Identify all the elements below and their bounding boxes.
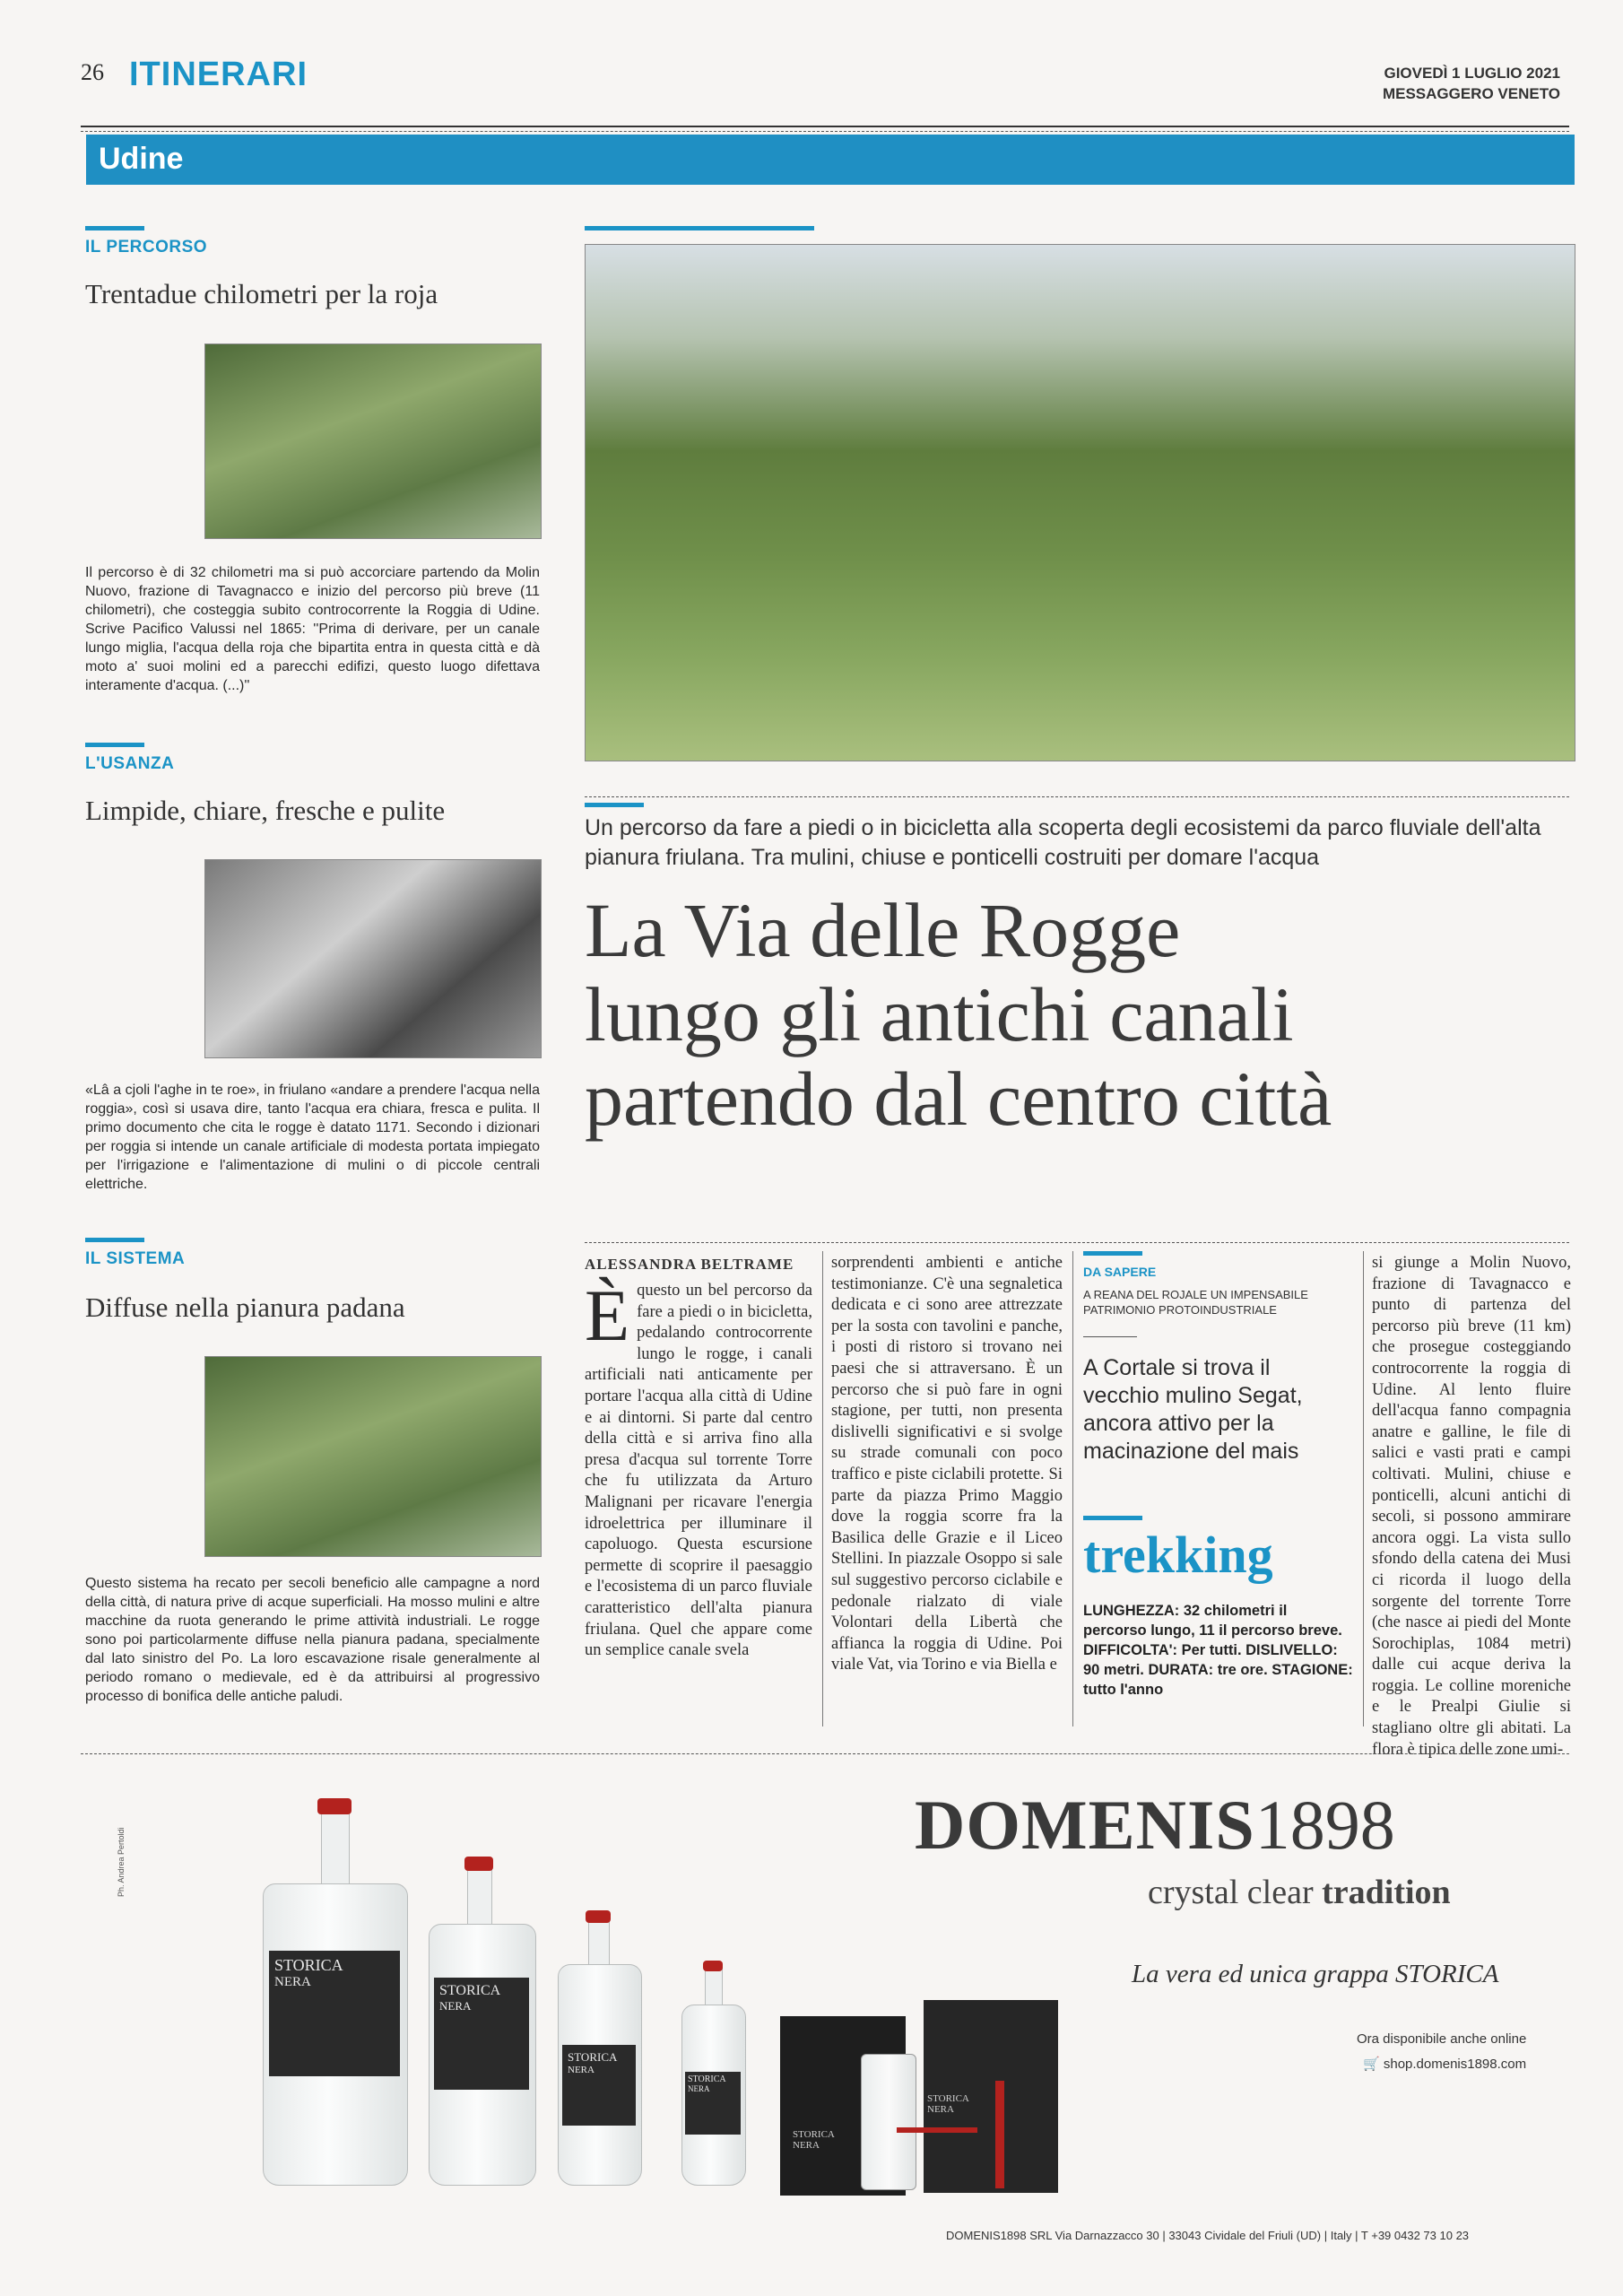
label-brand: STORICA <box>274 1956 343 1974</box>
kicker-bar <box>85 1238 144 1242</box>
header-rule <box>81 126 1569 127</box>
bottle-neck <box>321 1803 350 1885</box>
vial-red-horizontal <box>897 2127 977 2133</box>
bottle-cap <box>317 1798 352 1814</box>
label-brand: STORICA <box>688 2074 726 2084</box>
photo-credit: Ph. Andrea Pertoldi <box>117 1827 126 1897</box>
bottle-cap <box>703 1961 723 1971</box>
tagline-light: crystal clear <box>1148 1874 1323 1911</box>
sidebar-text-usanza: «Lâ a cjoli l'aghe in te roe», in friulano «andare a prendere l'acqua nella roggia», così si usava dire, tanto l'acqua era chiara, fresca e pulita. Il primo documento che cita le rogge è datato 1171. Secondo i dizionari per roggia si intende un canale artificiale di modesta portata impiegato per l'irrigazione e l'alimentazione di mulini o di piccole centrali elettriche. <box>85 1083 540 1192</box>
city-band-label: Udine <box>99 142 184 176</box>
ad-tagline <box>1148 1873 1451 1912</box>
sidebar-text-sistema: Questo sistema ha recato per secoli beneficio alle campagne a nord della città, di natura prive di acque superficiali. Ha mosso mulini e altre macchine da ruota generando le prime attività industriali. Le rogge sono poi particolarmente diffuse nella pianura padana, specialmente dal lato sinistro del Po. La loro escavazione risale generalmente al periodo romano o medievale, ed è da attribuirsi al progressivo processo di bonifica delle antiche paludi. <box>85 1576 540 1704</box>
article-column-4: si giunge a Molin Nuovo, frazione di Tavagnacco e punto di partenza del percorso più breve (11 km) che prosegue costeggiando controcorrente la roggia di Udine. Al lento fluire dell'acqua fanno compagnia anatre e galline, le file di salici e vasti prati e campi coltivati. Mulini, chiuse e ponticelli, alcuni antichi di secoli, si possono ammirare ancora oggi. La vista sullo sfondo della catena dei Musi ci ricorda il luogo della sorgente del torrente Torre (che nasce ai piedi del Monte Sorochiplas, 1084 metri) dalle cui acque deriva la roggia. Le colline moreniche e le Prealpi Giulie si stagliano oltre gli abitati. La flora è tipica delle zone umi- <box>1372 1254 1571 1759</box>
box-subtitle: A REANA DEL ROJALE UN IMPENSABILE PATRIMONIO PROTOINDUSTRIALE <box>1083 1288 1308 1317</box>
header-rule-dashed <box>81 131 1569 132</box>
sidebar-kicker-percorso: IL PERCORSO <box>85 238 208 257</box>
bottle-label <box>685 2072 741 2135</box>
article-headline <box>585 888 1580 1141</box>
ad-online-text: Ora disponibile anche online <box>1357 2031 1527 2047</box>
headline-line: lungo gli antichi canali <box>585 971 1294 1057</box>
ad-rule <box>81 1753 1569 1754</box>
box-rule <box>1083 1336 1137 1337</box>
ad-footer: DOMENIS1898 SRL Via Darnazzacco 30 | 33043 Cividale del Friuli (UD) | Italy | T +39 0432 73 10 23 <box>946 2229 1470 2242</box>
article-text-1: questo un bel percorso da fare a piedi o in bicicletta, pedalando controcorrente lungo le rogge, i canali artificiali nati anticamente per portare l'acqua alla città di Udine e ai dintorni. Si parte dal centro della città e si arriva fino alla presa d'acqua sul torrente Torre che fu utilizzata da Arturo Malignani per ricavare l'energia idroelettrica per illuminare il capoluogo. Questa escursione permette di scoprire il paesaggio e l'ecosistema di un parco fluviale caratteristico dell'alta pianura friulana. Quel che appare come un semplice canale svela <box>585 1282 812 1660</box>
kicker-bar <box>85 226 144 230</box>
bottle-cap <box>464 1857 493 1871</box>
photo-canal-cyclists <box>204 344 542 539</box>
trekking-label: trekking <box>1083 1526 1273 1584</box>
section-title: ITINERARI <box>129 56 308 93</box>
column-divider <box>1363 1251 1364 1726</box>
trekking-bar <box>1083 1516 1142 1520</box>
shop-url: shop.domenis1898.com <box>1383 2057 1527 2072</box>
sidebar-text-percorso: Il percorso è di 32 chilometri ma si può accorciare partendo da Molin Nuovo, frazione di Tavagnacco e inizio del percorso più breve (11 chilometri), che costeggia subito controcorrente la Roggia di Udine. Scrive Pacifico Valussi nel 1865: ''Prima di derivare, per un canale lungo miglia, l'acqua della roja che bipartita entra in questa città e dà moto a' suoi molini ed a parecchi edifizi, questo luogo difettava interamente d'acqua. (...)'' <box>85 565 540 693</box>
bottle-label <box>434 1978 529 2090</box>
brand-year: 1898 <box>1254 1786 1395 1864</box>
city-band <box>86 135 1575 185</box>
column-divider <box>822 1251 823 1726</box>
sidebar-title-sistema: Diffuse nella pianura padana <box>85 1292 405 1323</box>
brand-name: DOMENIS <box>915 1786 1255 1864</box>
cart-icon: 🛒 <box>1363 2057 1380 2072</box>
label-brand: STORICA <box>568 2050 618 2064</box>
bottle-label <box>562 2045 636 2126</box>
vial-red <box>995 2081 1004 2188</box>
sidebar-kicker-sistema: IL SISTEMA <box>85 1249 186 1268</box>
small-bottle-in-box <box>861 2054 916 2190</box>
box-label-brand: STORICA <box>793 2129 835 2140</box>
deck-rule <box>585 796 1569 797</box>
main-photo-canal-walkers <box>585 244 1575 761</box>
article-column-2: sorprendenti ambienti e antiche testimonianze. C'è una segnaletica dedicata e ci sono aree attrezzate per la sosta con tavolini e panche, i posti di ristoro si trovano nei paesi che si attraversano. È un percorso che si può fare in ogni stagione, per tutti, non presenta dislivelli significativi e si svolge su strade comunali con poco traffico e piste ciclabili protette. Si parte da piazza Primo Maggio dove la roggia scorre fra la Basilica delle Grazie e il Liceo Stellini. In piazzale Osoppo si sale sul suggestivo percorso ciclabile e pedonale rialzato di viale Volontari della Libertà che affianca la roggia di Udine. Poi viale Vat, via Torino e via Biella e <box>831 1254 1063 1674</box>
label-brand: STORICA <box>439 1983 501 1998</box>
photo-sluice-gate <box>204 1356 542 1557</box>
sidebar-title-percorso: Trentadue chilometri per la roja <box>85 278 438 309</box>
label-variant: NERA <box>274 1975 311 1989</box>
column-divider <box>1072 1251 1073 1726</box>
box-label-variant: NERA <box>927 2104 954 2115</box>
newspaper-name: MESSAGGERO VENETO <box>1382 85 1560 102</box>
kicker-bar <box>85 743 144 747</box>
deck-bar <box>585 803 644 807</box>
sidebar-kicker-usanza: L'USANZA <box>85 754 175 773</box>
body-rule <box>585 1242 1569 1243</box>
article-column-1 <box>585 1274 812 1725</box>
label-variant: NERA <box>439 1999 472 2013</box>
box-quote: A Cortale si trova il vecchio mulino Segat, ancora attivo per la macinazione del mais <box>1083 1355 1303 1464</box>
box-label-variant: NERA <box>793 2140 820 2151</box>
sidebar-title-usanza: Limpide, chiare, fresche e pulite <box>85 795 446 826</box>
main-photo-bar <box>585 226 814 230</box>
article-deck: Un percorso da fare a piedi o in bicicletta alla scoperta degli ecosistemi da parco fluviale dell'alta pianura friulana. Tra mulini, chiuse e ponticelli costruiti per domare l'acqua <box>585 815 1541 870</box>
box-bar <box>1083 1251 1142 1256</box>
drop-cap: È <box>585 1274 630 1356</box>
page-number: 26 <box>81 59 104 85</box>
byline: ALESSANDRA BELTRAME <box>585 1256 794 1273</box>
photo-water-wheel <box>204 859 542 1058</box>
issue-date: GIOVEDÌ 1 LUGLIO 2021 <box>1384 65 1560 82</box>
issue-info <box>1383 63 1560 104</box>
ad-claim: La vera ed unica grappa STORICA <box>1132 1960 1499 1988</box>
bottle-label <box>269 1951 400 2076</box>
box-kicker: DA SAPERE <box>1083 1265 1157 1279</box>
bottle-neck <box>588 1915 610 1970</box>
headline-line: La Via delle Rogge <box>585 887 1181 973</box>
tagline-bold: tradition <box>1322 1874 1451 1911</box>
label-variant: NERA <box>568 2065 595 2075</box>
bottle-cap <box>586 1910 611 1923</box>
ad-brand <box>915 1785 1395 1866</box>
ad-shop-link[interactable] <box>1363 2056 1526 2072</box>
headline-line: partendo dal centro città <box>585 1056 1332 1142</box>
box-label-brand: STORICA <box>927 2093 969 2104</box>
label-variant: NERA <box>688 2084 710 2093</box>
box-label <box>789 2126 852 2170</box>
trekking-info: LUNGHEZZA: 32 chilometri il percorso lungo, 11 il percorso breve. DIFFICOLTA': Per tutti. DISLIVELLO: 90 metri. DURATA: tre ore. STAGIONE: tutto l'anno <box>1083 1603 1353 1698</box>
